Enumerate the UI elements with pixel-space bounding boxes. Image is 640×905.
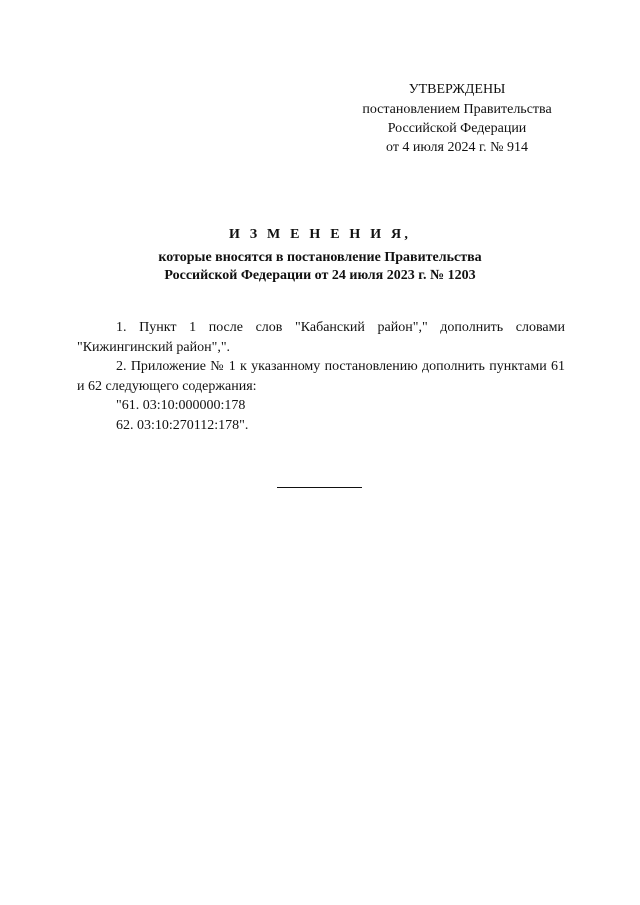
item-1-number: 1. xyxy=(116,320,127,335)
item-2-text: Приложение № 1 к указанному постановлению дополнить пунктами 61 и 62 следующего содержания: xyxy=(77,359,566,394)
insert-line-2: 62. 03:10:270112:178". xyxy=(116,417,249,433)
document-title: И З М Е Н Е Н И Я, xyxy=(228,227,412,242)
document-subtitle-line-1: которые вносятся в постановление Правительства xyxy=(158,250,482,265)
approval-block xyxy=(342,80,572,157)
item-1-paragraph xyxy=(77,318,565,357)
document-title-block xyxy=(80,226,560,285)
document-body xyxy=(77,318,565,435)
approved-heading: УТВЕРЖДЕНЫ xyxy=(408,82,506,97)
approval-line-2: Российской Федерации xyxy=(387,121,527,136)
closing-divider xyxy=(277,487,362,488)
item-1-text: Пункт 1 после слов "Кабанский район"," дополнить словами "Кижингинский район",". xyxy=(77,320,565,355)
approval-line-1: постановлением Правительства xyxy=(362,102,552,117)
insert-line-1: "61. 03:10:000000:178 xyxy=(116,398,246,413)
approval-line-3: от 4 июля 2024 г. № 914 xyxy=(386,140,528,155)
item-2-paragraph xyxy=(77,357,565,396)
document-subtitle-line-2: Российской Федерации от 24 июля 2023 г. № 1203 xyxy=(164,268,476,283)
item-2-number: 2. xyxy=(116,359,127,374)
